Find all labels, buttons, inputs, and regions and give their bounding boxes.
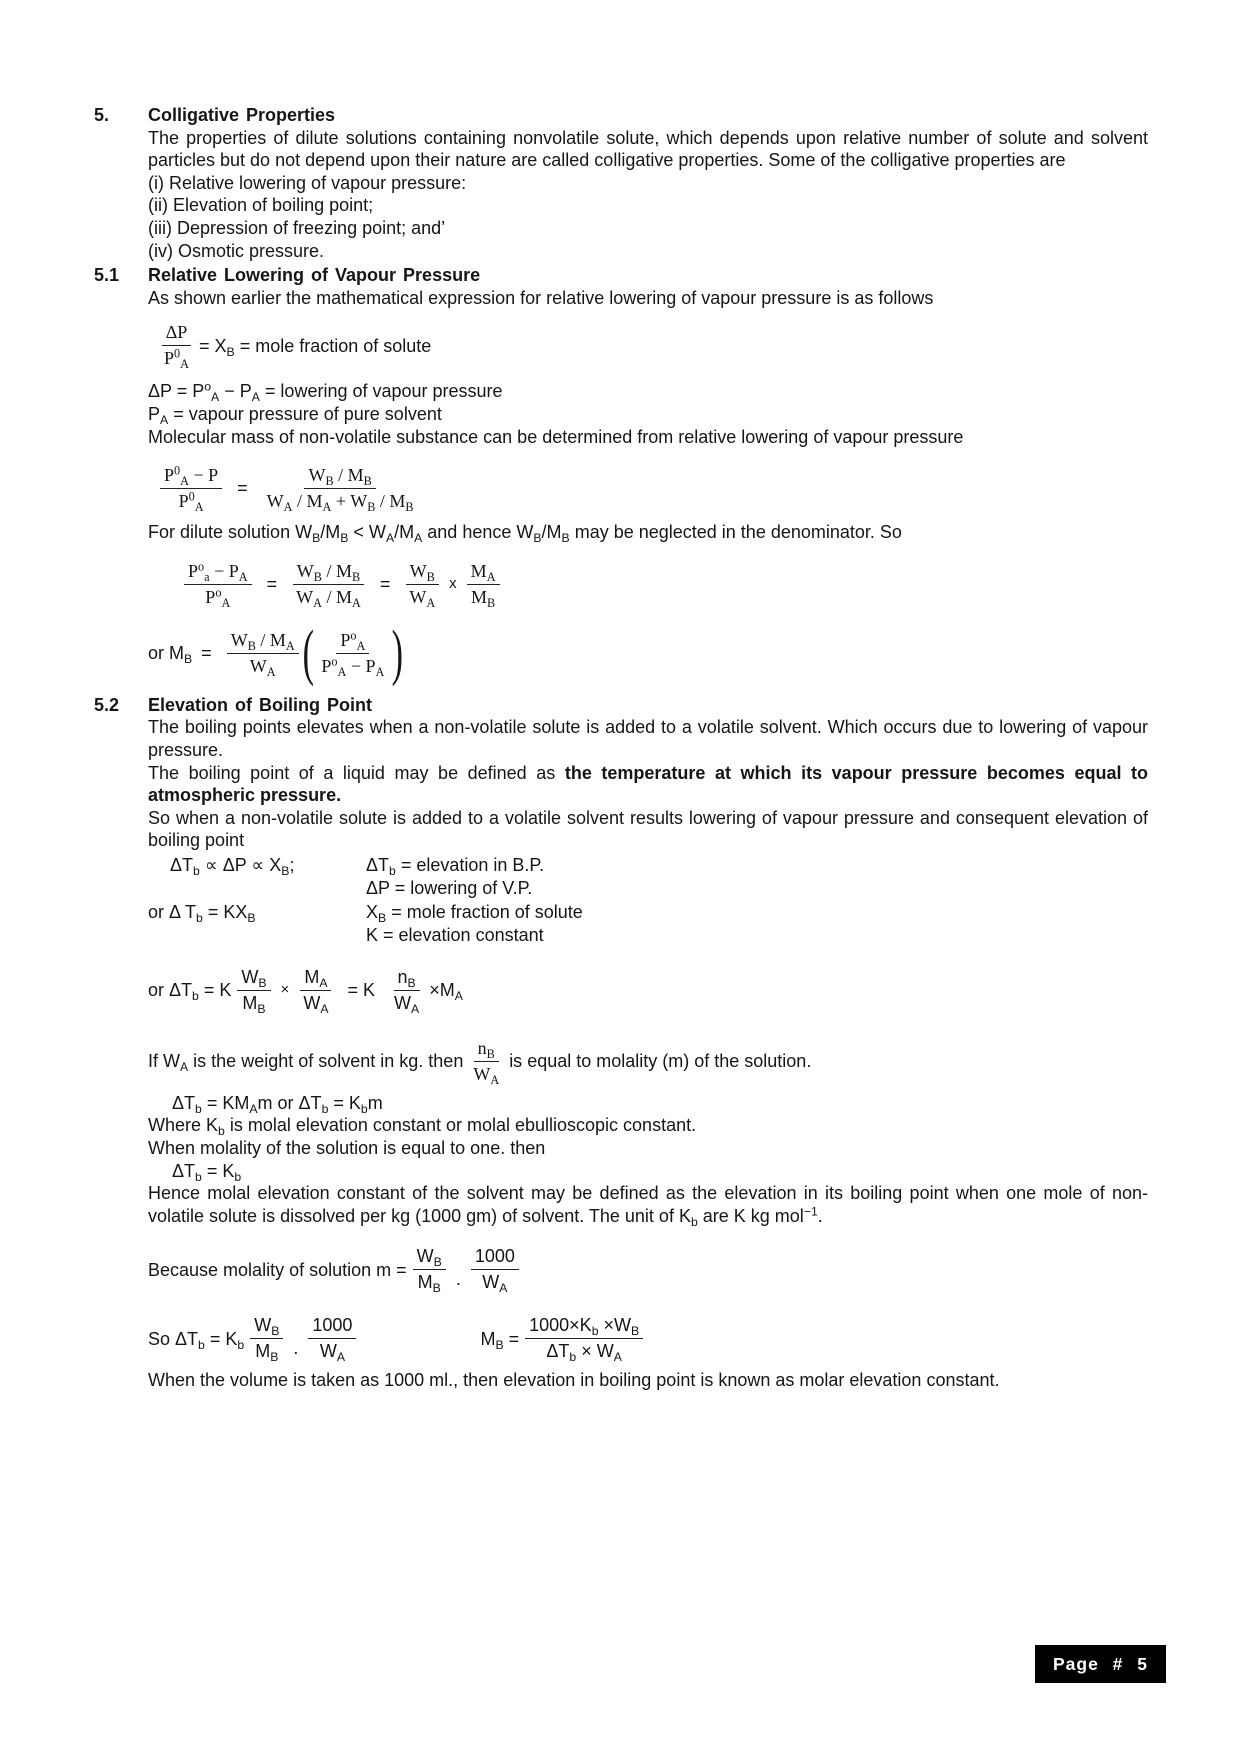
list-item: (i) Relative lowering of vapour pressure: — [148, 172, 467, 193]
list-item: (ii) Elevation of boiling point; — [148, 195, 374, 216]
paragraph: So when a non-volatile solute is added to a volatile solvent results lowering of vapour pressure and consequent elevation of boiling point — [148, 807, 1148, 851]
frac-numerator: $P^0_A - P$ — [160, 464, 222, 489]
formula-molecular-mass — [148, 464, 1148, 513]
formula-mb-solve: or $M_B$ = $\frac{W_B / M_A}{W_A}$ ( $\frac{P^o_A}{P^o_A - P_A}$ ) — [148, 619, 404, 688]
line: When molality of the solution is equal to one. then — [148, 1138, 546, 1159]
formula-lead: So $\Delta T_b = K_b$ — [148, 1328, 245, 1352]
definition-left — [148, 877, 366, 901]
section-5-heading — [94, 104, 1148, 127]
frac-numerator: $W_B$ — [237, 966, 270, 991]
frac-denominator: $P^0_A$ — [178, 489, 204, 515]
definition-left — [148, 924, 366, 948]
line: $\Delta P = P^o_A - P_A$ = lowering of vapour pressure — [148, 379, 503, 405]
definition-right: $X_B$ = mole fraction of solute — [366, 901, 583, 925]
formula-dilute-approx — [148, 560, 1148, 609]
section-5-1-body — [94, 287, 1148, 688]
formula-final — [148, 1314, 1148, 1363]
intro-paragraph: The properties of dilute solutions containing nonvolatile solute, which depends upon relative number of solute and solvent particles but do not depend upon their nature are called colligative properties. Some of the colligative properties are — [148, 127, 1148, 171]
list-item: (iii) Depression of freezing point; and’ — [148, 217, 446, 238]
section-title: Relative Lowering of Vapour Pressure — [148, 265, 481, 286]
paragraph: The boiling point of a liquid may be defined as the temperature at which its vapour pressure becomes equal to atmospheric pressure. — [148, 762, 1148, 806]
formula-molality — [148, 1245, 1148, 1294]
line: For dilute solution $W_B/M_B < W_A/M_A$ and hence $W_B/M_B$ may be neglected in the denominator. So — [148, 522, 902, 546]
section-number: 5. — [94, 105, 110, 125]
paragraph: The boiling points elevates when a non-volatile solute is added to a volatile solvent. Which occurs due to lowering of vapour pressure. — [148, 717, 1148, 760]
equals-sign: = K — [347, 980, 376, 1001]
fraction — [184, 560, 252, 609]
definition-right: ΔP = lowering of V.P. — [366, 878, 533, 899]
sentence-pre: If $W_A$ is the weight of solvent in kg. then — [148, 1051, 464, 1074]
definition-right: $\Delta T_b$ = elevation in B.P. — [366, 854, 545, 878]
definition-left: or Δ $T_b = KX_B$ — [148, 901, 256, 925]
frac-numerator: $W_B / M_B$ — [304, 464, 375, 489]
fraction — [250, 1314, 283, 1363]
paragraph: Hence molal elevation constant of the solvent may be defined as the elevation in its boiling point when one mole of non-volatile solute is dissolved per kg (1000 gm) of solvent. The unit of $K_b$ are K kg mol$^{-1}$. — [148, 1183, 1148, 1229]
frac-numerator: $M_A$ — [467, 560, 500, 585]
frac-denominator: $M_B$ — [417, 1272, 441, 1296]
frac-denominator: $W_A$ — [473, 1063, 500, 1087]
frac-denominator: $W_A$ — [394, 992, 420, 1016]
frac-numerator: $W_B / M_A$ — [227, 629, 299, 654]
frac-denominator: $P^o_A - P_A$ — [321, 654, 385, 679]
frac-denominator: $W_A$ — [482, 1272, 508, 1296]
fraction — [299, 966, 332, 1015]
frac-numerator: $P^o_a - P_A$ — [184, 560, 252, 585]
fraction — [160, 464, 222, 513]
list-item: (iv) Osmotic pressure. — [148, 240, 325, 261]
section-5-1-heading — [94, 264, 1148, 287]
frac-numerator: $W_B$ — [413, 1245, 446, 1270]
fraction — [317, 629, 388, 678]
frac-numerator: $W_B$ — [250, 1314, 283, 1339]
formula-rhs: = $X_B$ = mole fraction of solute — [198, 335, 432, 359]
frac-denominator: $M_B$ — [255, 1341, 279, 1365]
formula-lead: $M_B$ = — [480, 1328, 520, 1352]
frac-denominator: $W_A$ — [249, 655, 276, 679]
dot-operator: . — [455, 1268, 461, 1289]
line: $\Delta T_b = K_b$ — [172, 1160, 242, 1184]
frac-denominator: $W_A / M_A$ — [296, 586, 361, 610]
fraction — [467, 560, 500, 609]
fraction — [390, 966, 423, 1015]
fraction — [263, 464, 418, 513]
equals-sign: = — [379, 573, 391, 594]
formula-lead: or $\Delta T_b = K$ — [148, 980, 232, 1003]
formula-relative-lowering — [148, 321, 1148, 370]
definition-right: K = elevation constant — [366, 925, 544, 946]
formula-lead: Because molality of solution m = — [148, 1259, 407, 1280]
section-number: 5.2 — [94, 694, 120, 715]
frac-denominator: $W_A$ — [319, 1341, 345, 1365]
section-5-body — [94, 127, 1148, 263]
lead-line: As shown earlier the mathematical expression for relative lowering of vapour pressure is as follows — [148, 287, 934, 308]
line: $P_A$ = vapour pressure of pure solvent — [148, 403, 442, 427]
definitions-block — [148, 854, 1148, 948]
formula-tail: $\times M_A$ — [429, 980, 463, 1003]
section-title: Elevation of Boiling Point — [148, 694, 372, 715]
fraction — [308, 1314, 356, 1363]
fraction — [525, 1314, 643, 1363]
frac-denominator: $\Delta T_b \times W_A$ — [546, 1341, 622, 1365]
fraction — [292, 560, 365, 609]
frac-numerator: $n_B$ — [394, 966, 420, 991]
section-5-2-heading — [94, 694, 1148, 717]
frac-numerator: $n_B$ — [474, 1037, 499, 1062]
page-number-badge: Page # 5 — [1035, 1645, 1166, 1683]
equals-sign: = — [266, 573, 278, 594]
line: When the volume is taken as 1000 ml., then elevation in boiling point is known as molar elevation constant. — [148, 1370, 1000, 1391]
frac-numerator: $1000\times K_b \times W_B$ — [525, 1314, 643, 1339]
line: Molecular mass of non-volatile substance can be determined from relative lowering of vapour pressure — [148, 426, 964, 447]
times-sign: x — [449, 574, 457, 592]
frac-numerator: 1000 — [471, 1245, 519, 1270]
formula-lead: or $M_B$ — [148, 642, 193, 666]
section-5-2-body — [94, 716, 1148, 1392]
frac-numerator: $W_B$ — [406, 560, 439, 585]
sentence-post: is equal to molality (m) of the solution. — [509, 1051, 812, 1072]
fraction — [237, 966, 270, 1015]
frac-denominator: $W_A$ — [409, 586, 436, 610]
section-number: 5.1 — [94, 265, 120, 286]
frac-denominator: $P^o_A$ — [205, 585, 231, 610]
frac-numerator: 1000 — [308, 1314, 356, 1339]
fraction — [227, 629, 299, 678]
fraction — [160, 321, 193, 370]
frac-denominator: $W_A / M_A + W_B / M_B$ — [266, 491, 414, 515]
frac-denominator: $M_B$ — [471, 586, 496, 610]
frac-denominator: $W_A$ — [303, 992, 329, 1016]
definition-left: $\Delta T_b \propto \Delta P \propto X_B$; — [170, 854, 295, 878]
line: $\Delta T_b = KM_Am$ or $\Delta T_b = K_bm$ — [172, 1092, 383, 1116]
fraction — [413, 1245, 446, 1294]
molality-sentence — [148, 1037, 1148, 1086]
equals-sign: = — [237, 478, 248, 499]
frac-denominator: $P^0_A$ — [164, 346, 189, 372]
frac-numerator: ΔP — [162, 321, 192, 346]
line: Where $K_b$ is molal elevation constant or molal ebullioscopic constant. — [148, 1115, 697, 1139]
frac-numerator: $P^o_A$ — [336, 629, 369, 654]
formula-tb-expansion — [148, 966, 1148, 1015]
frac-numerator: $M_A$ — [300, 966, 331, 991]
section-title: Colligative Properties — [148, 105, 336, 125]
fraction — [405, 560, 439, 609]
frac-denominator: $M_B$ — [242, 992, 266, 1016]
dot-operator: . — [293, 1337, 299, 1358]
equals-sign: = — [201, 642, 212, 663]
times-sign: × — [280, 981, 290, 999]
frac-numerator: $W_B / M_B$ — [293, 560, 364, 585]
fraction — [471, 1245, 519, 1294]
fraction — [469, 1037, 503, 1086]
